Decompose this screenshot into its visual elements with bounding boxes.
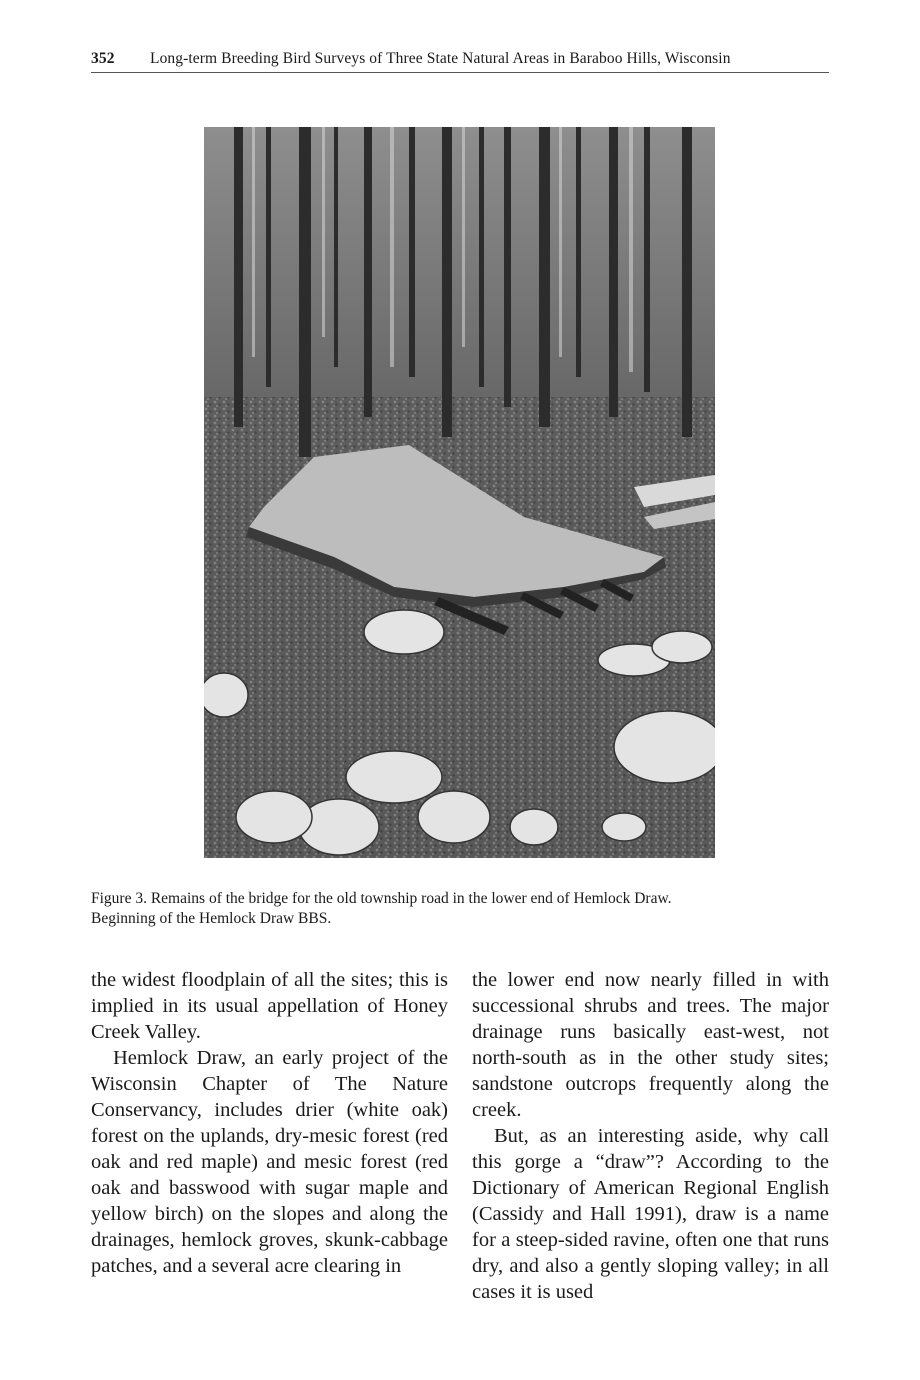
caption-line-2: Beginning of the Hemlock Draw BBS.	[91, 910, 332, 927]
bridge-ruins-photo	[204, 127, 715, 858]
caption-line-1: Figure 3. Remains of the bridge for the old township road in the lower end of Hemlock Draw.	[91, 890, 672, 907]
running-title: Long-term Breeding Bird Surveys of Three State Natural Areas in Baraboo Hills, Wisconsin	[150, 50, 731, 67]
figure-caption	[91, 889, 829, 929]
figure-photo	[204, 127, 715, 858]
paragraph: But, as an interesting aside, why call this gorge a “draw”? According to the Dictionary of American Regional English (Cassidy and Hall 1991), draw is a name for a steep-sided ravine, often one that runs dry, and also a gently sloping valley; in all cases it is used	[472, 1125, 829, 1303]
page-number: 352	[91, 50, 115, 67]
paragraph: the lower end now nearly filled in with successional shrubs and trees. The major drainage runs basically east-west, not north-south as in the other study sites; sandstone outcrops frequently along the creek.	[472, 969, 829, 1121]
paragraph: Hemlock Draw, an early project of the Wisconsin Chapter of The Nature Conservancy, includes drier (white oak) forest on the uplands, dry-mesic forest (red oak and red maple) and mesic forest (red oak and basswood with sugar maple and yellow birch) on the slopes and along the drainages, hemlock groves, skunk-cabbage patches, and a several acre clearing in	[91, 1047, 448, 1277]
body-left-column	[91, 967, 448, 1279]
paragraph: the widest floodplain of all the sites; this is implied in its usual appellation of Honey Creek Valley.	[91, 969, 448, 1043]
running-head	[91, 48, 829, 73]
body-right-column	[472, 967, 829, 1305]
